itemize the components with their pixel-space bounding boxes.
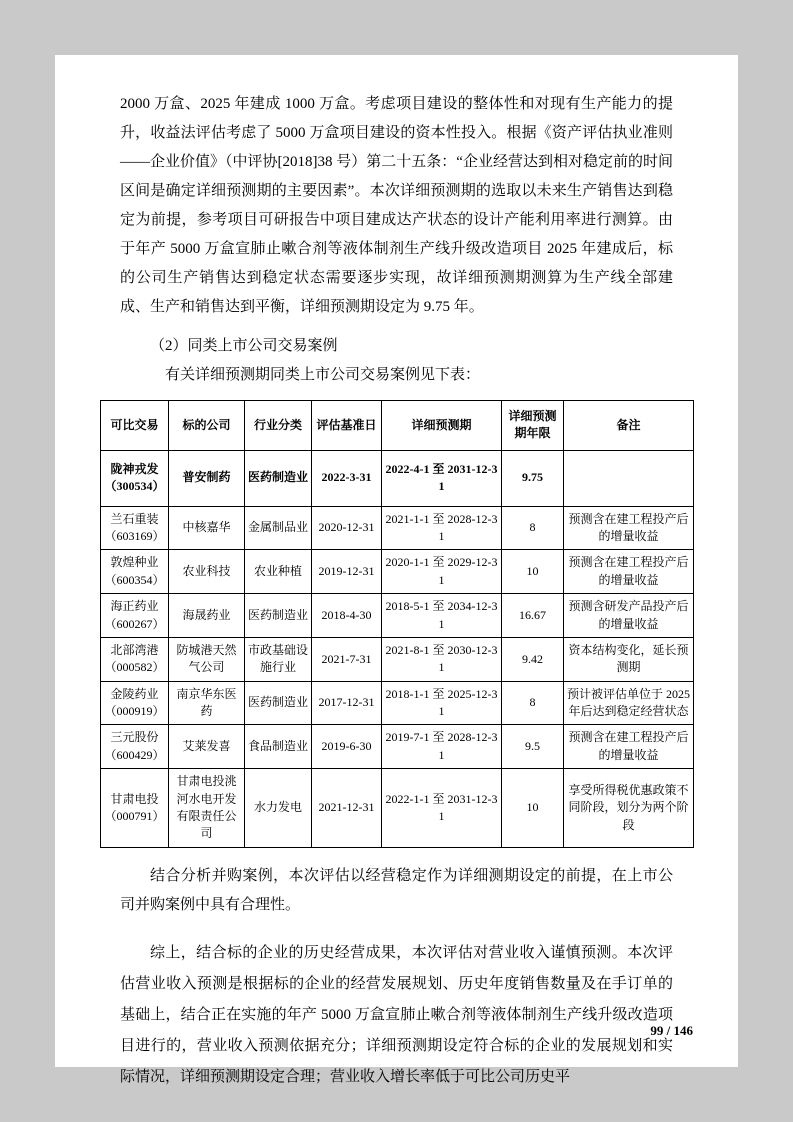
company-code: （600429） bbox=[104, 747, 165, 762]
company-name: 甘肃电投 bbox=[110, 791, 159, 806]
body-text-block bbox=[120, 90, 673, 390]
cell-forecast-years: 9.5 bbox=[502, 725, 564, 769]
cell-remark: 享受所得税优惠政策不同阶段，划分为两个阶段 bbox=[564, 769, 694, 848]
col-header-forecast-years: 详细预测期年限 bbox=[502, 401, 564, 451]
paragraph-conclusion-cases: 结合分析并购案例，本次评估以经营稳定作为详细测期设定的前提，在上市公司并购案例中具有合理性。 bbox=[120, 867, 673, 913]
cell-forecast-years: 16.67 bbox=[502, 594, 564, 638]
cell-forecast-years: 9.42 bbox=[502, 637, 564, 681]
cell-target: 防城港天然气公司 bbox=[169, 637, 245, 681]
col-header-industry: 行业分类 bbox=[245, 401, 312, 451]
section-heading-comparable-cases: （2）同类上市公司交易案例 bbox=[150, 338, 338, 354]
cell-target: 普安制药 bbox=[169, 450, 245, 506]
company-code: （000582） bbox=[104, 660, 165, 675]
cell-base-date: 2019-12-31 bbox=[312, 550, 382, 594]
table-body bbox=[101, 450, 694, 847]
cell-remark bbox=[564, 450, 694, 506]
col-header-comparable-transaction: 可比交易 bbox=[101, 401, 169, 451]
cell-base-date: 2019-6-30 bbox=[312, 725, 382, 769]
company-code: （600354） bbox=[104, 572, 165, 587]
table-header-row bbox=[101, 401, 694, 451]
cell-forecast-years: 10 bbox=[502, 550, 564, 594]
cell-forecast-years: 8 bbox=[502, 506, 564, 550]
cell-forecast-years: 9.75 bbox=[502, 450, 564, 506]
cell-forecast-period: 2021-1-1 至 2028-12-31 bbox=[382, 506, 502, 550]
table-row bbox=[101, 506, 694, 550]
cell-base-date: 2018-4-30 bbox=[312, 594, 382, 638]
table-row bbox=[101, 594, 694, 638]
company-code: （000791） bbox=[104, 809, 165, 824]
table-row bbox=[101, 550, 694, 594]
table-row bbox=[101, 637, 694, 681]
company-name: 北部湾港 bbox=[110, 642, 159, 657]
company-code: （600267） bbox=[104, 616, 165, 631]
paragraph-summary: 综上，结合标的企业的历史经营成果，本次评估对营业收入谨慎预测。本次评估营业收入预测是根据标的企业的经营发展规划、历史年度销售数量及在手订单的基础上，结合正在实施的年产 5000 万盒宣肺止嗽合剂等液体制剂生产线升级改造项目进行的，营业收入预测依据充分；详细预测期设定符合标的企业的发展规划和实际情况，详细预测期设定合理；营业收入增长率低于可比公司历史平 bbox=[120, 944, 673, 1085]
table-row bbox=[101, 769, 694, 848]
paragraph-forecast-period: 2000 万盒、2025 年建成 1000 万盒。考虑项目建设的整体性和对现有生产能力的提升，收益法评估考虑了 5000 万盒项目建设的资本性投入。根据《资产评估执业准则——企业价值》（中评协[2018]38 号）第二十五条：“企业经营达到相对稳定前的时间区间是确定详细预测期的主要因素”。本次详细预测期的选取以未来生产销售达到稳定为前提，参考项目可研报告中项目建成达产状态的设计产能利用率进行测算。由于年产 5000 万盒宣肺止嗽合剂等液体制剂生产线升级改造项目 2025 年建成后，标的公司生产销售达到稳定状态需要逐步实现，故详细预测期测算为生产线全部建成、生产和销售达到平衡，详细预测期设定为 9.75 年。 bbox=[120, 96, 673, 315]
company-name: 敦煌种业 bbox=[110, 555, 159, 570]
cell-company bbox=[101, 725, 169, 769]
comparable-transactions-table bbox=[100, 400, 694, 848]
cell-remark: 预测含在建工程投产后的增量收益 bbox=[564, 725, 694, 769]
cell-target: 甘肃电投洮河水电开发有限责任公司 bbox=[169, 769, 245, 848]
cell-remark: 预测含在建工程投产后的增量收益 bbox=[564, 550, 694, 594]
cell-company bbox=[101, 769, 169, 848]
cell-forecast-period: 2022-1-1 至 2031-12-31 bbox=[382, 769, 502, 848]
cell-industry: 市政基础设施行业 bbox=[245, 637, 312, 681]
cell-industry: 医药制造业 bbox=[245, 681, 312, 725]
cell-forecast-period: 2021-8-1 至 2030-12-31 bbox=[382, 637, 502, 681]
table-header bbox=[101, 401, 694, 451]
cell-remark: 预测含研发产品投产后的增量收益 bbox=[564, 594, 694, 638]
cell-company bbox=[101, 450, 169, 506]
cell-base-date: 2021-7-31 bbox=[312, 637, 382, 681]
cell-company bbox=[101, 550, 169, 594]
company-name: 陇神戎发 bbox=[110, 461, 159, 476]
company-code: （300534） bbox=[104, 479, 165, 494]
cell-forecast-period: 2019-7-1 至 2028-12-31 bbox=[382, 725, 502, 769]
cell-company bbox=[101, 506, 169, 550]
col-header-valuation-base-date: 评估基准日 bbox=[312, 401, 382, 451]
company-name: 海正药业 bbox=[110, 599, 159, 614]
cell-base-date: 2020-12-31 bbox=[312, 506, 382, 550]
cell-forecast-years: 8 bbox=[502, 681, 564, 725]
closing-text-block bbox=[120, 862, 673, 1093]
cell-forecast-period: 2018-5-1 至 2034-12-31 bbox=[382, 594, 502, 638]
company-name: 兰石重装 bbox=[110, 511, 159, 526]
cell-target: 南京华东医药 bbox=[169, 681, 245, 725]
table-row bbox=[101, 725, 694, 769]
col-header-remarks: 备注 bbox=[564, 401, 694, 451]
cell-industry: 医药制造业 bbox=[245, 450, 312, 506]
page-number: 99 / 146 bbox=[650, 1023, 693, 1038]
company-code: （603169） bbox=[104, 528, 165, 543]
cell-base-date: 2021-12-31 bbox=[312, 769, 382, 848]
cell-forecast-period: 2020-1-1 至 2029-12-31 bbox=[382, 550, 502, 594]
cell-target: 中核嘉华 bbox=[169, 506, 245, 550]
cell-industry: 食品制造业 bbox=[245, 725, 312, 769]
cell-forecast-period: 2022-4-1 至 2031-12-31 bbox=[382, 450, 502, 506]
table-row bbox=[101, 450, 694, 506]
cell-company bbox=[101, 681, 169, 725]
cell-industry: 水力发电 bbox=[245, 769, 312, 848]
company-code: （000919） bbox=[104, 704, 165, 719]
table-row bbox=[101, 681, 694, 725]
cell-remark: 资本结构变化，延长预测期 bbox=[564, 637, 694, 681]
cell-remark: 预测含在建工程投产后的增量收益 bbox=[564, 506, 694, 550]
col-header-detailed-forecast-period: 详细预测期 bbox=[382, 401, 502, 451]
cell-base-date: 2022-3-31 bbox=[312, 450, 382, 506]
cell-industry: 农业种植 bbox=[245, 550, 312, 594]
cell-company bbox=[101, 594, 169, 638]
col-header-target-company: 标的公司 bbox=[169, 401, 245, 451]
document-page bbox=[55, 55, 738, 1085]
cell-base-date: 2017-12-31 bbox=[312, 681, 382, 725]
cell-forecast-period: 2018-1-1 至 2025-12-31 bbox=[382, 681, 502, 725]
cell-industry: 医药制造业 bbox=[245, 594, 312, 638]
cell-target: 海晟药业 bbox=[169, 594, 245, 638]
cell-remark: 预计被评估单位于 2025 年后达到稳定经营状态 bbox=[564, 681, 694, 725]
cell-industry: 金属制品业 bbox=[245, 506, 312, 550]
cell-target: 艾莱发喜 bbox=[169, 725, 245, 769]
table-intro-text: 有关详细预测期同类上市公司交易案例见下表： bbox=[165, 367, 481, 383]
cell-forecast-years: 10 bbox=[502, 769, 564, 848]
cell-target: 农业科技 bbox=[169, 550, 245, 594]
company-name: 三元股份 bbox=[110, 730, 159, 745]
cell-company bbox=[101, 637, 169, 681]
company-name: 金陵药业 bbox=[110, 686, 159, 701]
